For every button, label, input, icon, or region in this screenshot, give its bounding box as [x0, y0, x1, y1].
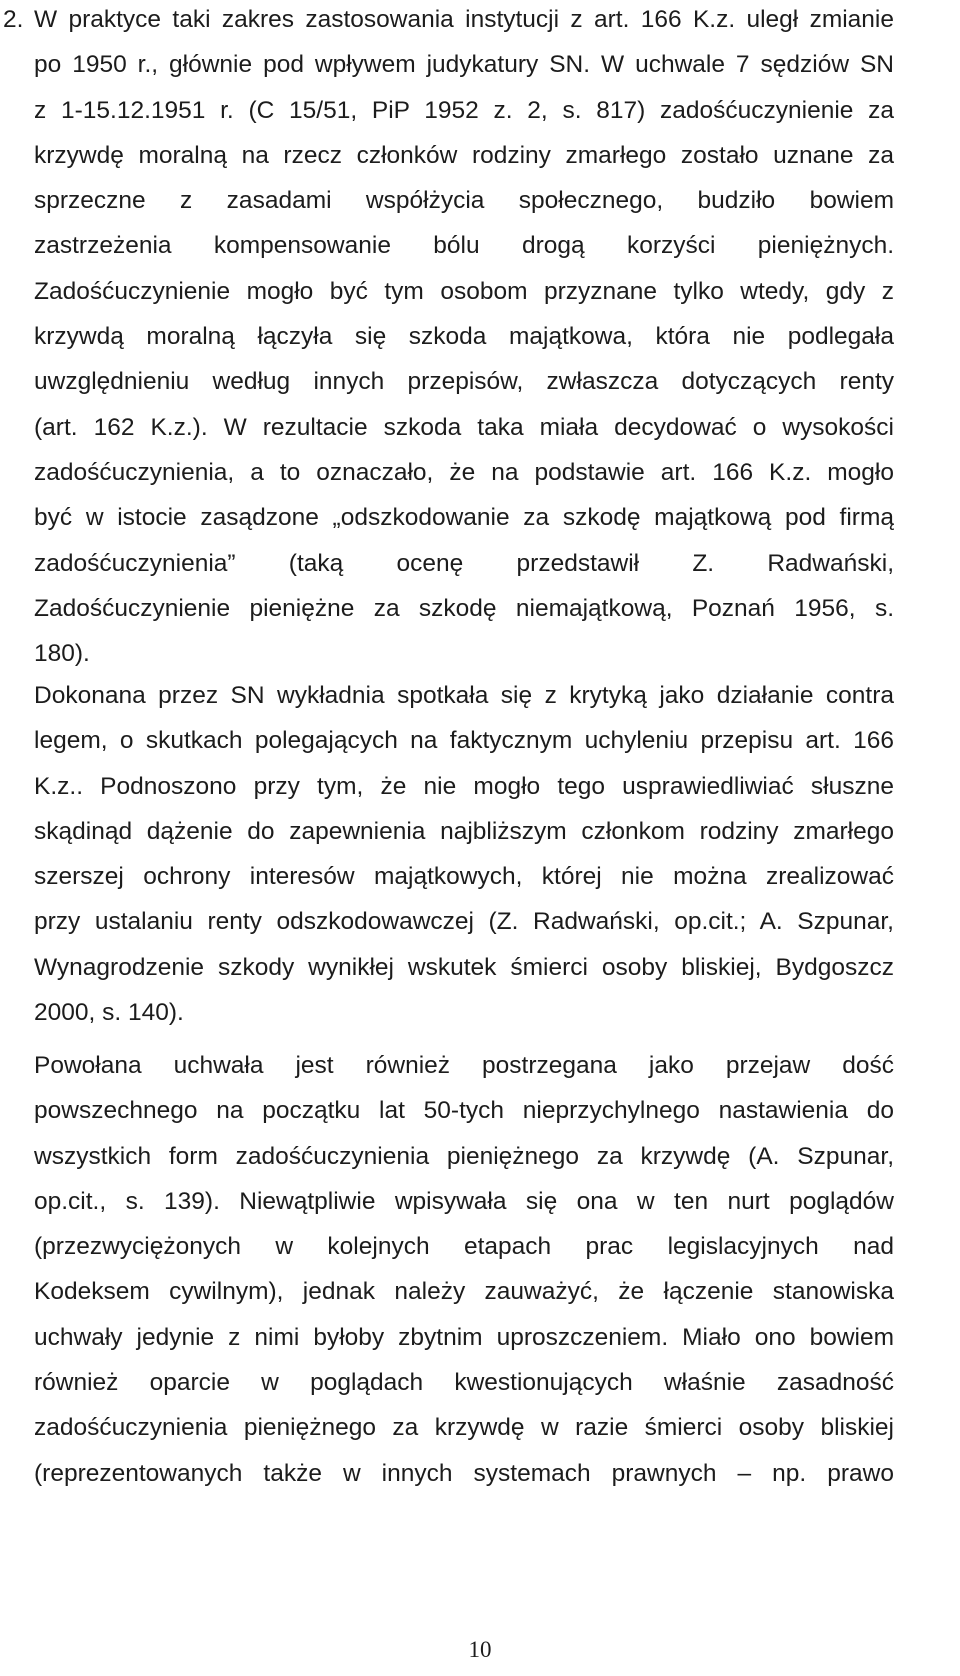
text-line: zastrzeżenia kompensowanie bólu drogą korzyści pieniężnych. — [34, 232, 894, 260]
text-line: 2000, s. 140). — [34, 999, 184, 1027]
paragraph-1 — [34, 0, 894, 676]
text-line: W praktyce taki zakres zastosowania instytucji z art. 166 K.z. uległ zmianie — [34, 6, 894, 33]
text-line: (art. 162 K.z.). W rezultacie szkoda taka miała decydować o wysokości — [34, 413, 894, 441]
text-line: Zadośćuczynienie mogło być tym osobom przyznane tylko wtedy, gdy z — [34, 277, 894, 305]
text-line: Dokonana przez SN wykładnia spotkała się z krytyką jako działanie contra — [34, 682, 894, 709]
text-line: (reprezentowanych także w innych systemach prawnych – np. prawo — [34, 1459, 894, 1487]
text-line: krzywdą moralną łączyła się szkoda majątkowa, która nie podlegała — [34, 323, 894, 351]
text-line: zadośćuczynienia” (taką ocenę przedstawił Z. Radwański, — [34, 549, 894, 577]
text-line: Kodeksem cywilnym), jednak należy zauważyć, że łączenie stanowiska — [34, 1278, 894, 1306]
paragraph-3 — [34, 1043, 894, 1496]
text-line: (przezwyciężonych w kolejnych etapach prac legislacyjnych nad — [34, 1233, 894, 1261]
text-line: wszystkich form zadośćuczynienia pieniężnego za krzywdę (A. Szpunar, — [34, 1142, 894, 1170]
text-line: zadośćuczynienia pieniężnego za krzywdę w razie śmierci osoby bliskiej — [34, 1414, 894, 1442]
text-line: być w istocie zasądzone „odszkodowanie za szkodę majątkową pod firmą — [34, 504, 894, 532]
text-line: 180). — [34, 640, 90, 668]
text-line: zadośćuczynienia, a to oznaczało, że na podstawie art. 166 K.z. mogło — [34, 458, 894, 486]
text-line: Powołana uchwała jest również postrzegana jako przejaw dość — [34, 1052, 894, 1079]
text-line: Zadośćuczynienie pieniężne za szkodę niemajątkową, Poznań 1956, s. — [34, 594, 894, 622]
text-line: skądinąd dążenie do zapewnienia najbliższym członkom rodziny zmarłego — [34, 817, 894, 845]
text-line: krzywdę moralną na rzecz członków rodziny zmarłego zostało uznane za — [34, 141, 894, 169]
text-line: uchwały jedynie z nimi byłoby zbytnim uproszczeniem. Miało ono bowiem — [34, 1323, 894, 1351]
text-line: legem, o skutkach polegających na faktycznym uchyleniu przepisu art. 166 — [34, 727, 894, 755]
paragraph-2 — [34, 673, 894, 1035]
text-line: sprzeczne z zasadami współżycia społecznego, budziło bowiem — [34, 187, 894, 215]
text-line: uwzględnieniu według innych przepisów, zwłaszcza dotyczących renty — [34, 368, 894, 396]
page-number: 10 — [468, 1637, 492, 1662]
text-line: Wynagrodzenie szkody wynikłej wskutek śmierci osoby bliskiej, Bydgoszcz — [34, 953, 894, 981]
list-item-number: 2. — [3, 6, 24, 33]
text-line: powszechnego na początku lat 50-tych nieprzychylnego nastawienia do — [34, 1097, 894, 1125]
text-line: przy ustalaniu renty odszkodowawczej (Z. Radwański, op.cit.; A. Szpunar, — [34, 908, 894, 936]
text-line: szerszej ochrony interesów majątkowych, której nie można zrealizować — [34, 863, 894, 891]
text-line: również oparcie w poglądach kwestionujących właśnie zasadność — [34, 1369, 894, 1397]
text-line: op.cit., s. 139). Niewątpliwie wpisywała się ona w ten nurt poglądów — [34, 1187, 894, 1215]
text-line: z 1-15.12.1951 r. (C 15/51, PiP 1952 z. 2, s. 817) zadośćuczynienie za — [34, 96, 894, 124]
text-line: po 1950 r., głównie pod wpływem judykatury SN. W uchwale 7 sędziów SN — [34, 51, 894, 79]
text-line: K.z.. Podnoszono przy tym, że nie mogło tego usprawiedliwiać słuszne — [34, 772, 894, 800]
